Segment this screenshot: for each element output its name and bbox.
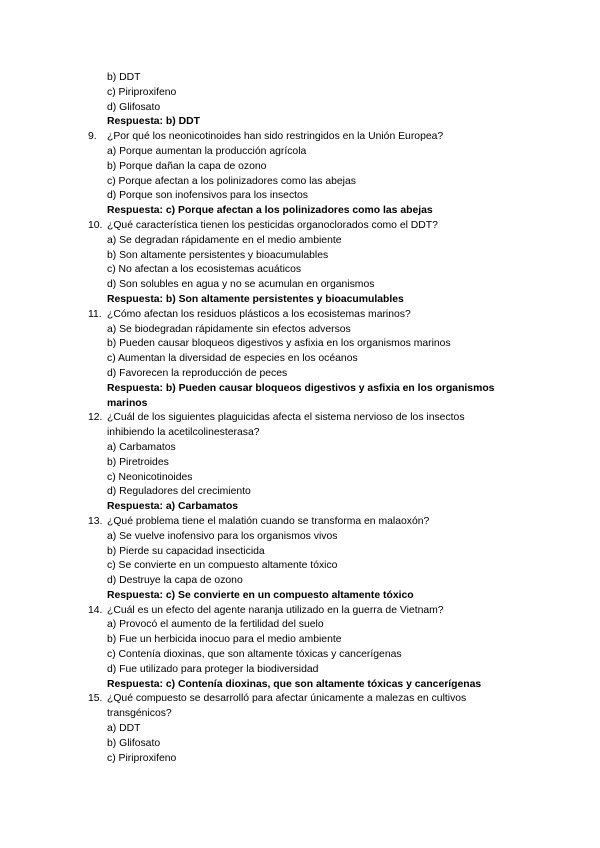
question-text-block — [0, 692, 507, 722]
question-15 — [0, 692, 600, 766]
answer-line: Respuesta: b) Son altamente persistentes y bioacumulables — [107, 293, 404, 305]
question-text-block — [0, 130, 507, 145]
answer-line: Respuesta: c) Contenía dioxinas, que son altamente tóxicas y cancerígenas — [107, 678, 482, 690]
question-number: 12. — [88, 412, 103, 424]
option-b: b) DDT — [107, 72, 141, 83]
question-number: 10. — [88, 219, 103, 231]
question-number: 13. — [88, 515, 103, 527]
option-d: d) Fue utilizado para proteger la biodiversidad — [107, 663, 319, 675]
question-text: ¿Cómo afectan los residuos plásticos a los ecosistemas marinos? — [107, 308, 411, 320]
question-text-block — [0, 219, 507, 234]
option-b: b) Porque dañan la capa de ozono — [107, 160, 267, 172]
question-number: 15. — [88, 693, 103, 705]
question-14 — [0, 604, 600, 693]
option-b: b) Pueden causar bloqueos digestivos y asfixia en los organismos marinos — [107, 338, 451, 350]
option-c: c) Piriproxifeno — [107, 752, 177, 764]
answer-line: Respuesta: b) DDT — [107, 116, 200, 128]
option-c: c) Aumentan la diversidad de especies en los océanos — [107, 353, 358, 365]
option-c: c) No afectan a los ecosistemas acuáticos — [107, 264, 302, 276]
question-8-fragment — [0, 71, 600, 130]
option-c: c) Porque afectan a los polinizadores como las abejas — [107, 175, 356, 187]
option-d: d) Destruye la capa de ozono — [107, 575, 243, 587]
question-number: 11. — [88, 308, 102, 320]
question-text: ¿Qué problema tiene el malatión cuando se transforma en malaoxón? — [107, 515, 430, 527]
option-a: a) DDT — [107, 723, 141, 735]
option-a: a) Porque aumentan la producción agrícola — [107, 145, 307, 157]
answer-line: Respuesta: b) Pueden causar bloqueos digestivos y asfixia en los organismos marinos — [107, 382, 495, 409]
document-page — [0, 71, 600, 766]
question-12 — [0, 411, 600, 515]
question-text: ¿Cuál es un efecto del agente naranja utilizado en la guerra de Vietnam? — [107, 604, 444, 616]
answer-line: Respuesta: c) Se convierte en un compuesto altamente tóxico — [107, 589, 414, 601]
question-text: ¿Qué característica tienen los pesticidas organoclorados como el DDT? — [107, 219, 438, 231]
option-c: c) Se convierte en un compuesto altamente tóxico — [107, 560, 338, 572]
option-b: b) Pierde su capacidad insecticida — [107, 545, 265, 557]
question-number: 14. — [88, 604, 103, 616]
question-text: ¿Cuál de los siguientes plaguicidas afecta el sistema nervioso de los insectos inhibiendo la acetilcolinesterasa? — [107, 412, 465, 439]
question-9 — [0, 130, 600, 219]
question-number: 9. — [88, 131, 97, 143]
question-10 — [0, 219, 600, 308]
question-text: ¿Qué compuesto se desarrolló para afectar únicamente a malezas en cultivos transgénicos? — [107, 693, 467, 720]
option-b: b) Fue un herbicida inocuo para el medio ambiente — [107, 634, 342, 646]
option-c: c) Neonicotinoides — [107, 471, 193, 483]
option-d: d) Son solubles en agua y no se acumulan en organismos — [107, 279, 375, 291]
question-13 — [0, 515, 600, 604]
option-a: a) Carbamatos — [107, 441, 176, 453]
answer-line: Respuesta: c) Porque afectan a los polinizadores como las abejas — [107, 205, 433, 217]
question-text-block — [0, 604, 507, 619]
option-b: b) Glifosato — [107, 737, 161, 749]
option-d: d) Porque son inofensivos para los insectos — [107, 190, 308, 202]
question-text-block — [0, 411, 507, 441]
option-d: d) Reguladores del crecimiento — [107, 486, 251, 498]
option-c: c) Piriproxifeno — [107, 86, 177, 98]
question-11 — [0, 308, 600, 412]
question-text-block — [0, 515, 507, 530]
option-a: a) Se degradan rápidamente en el medio ambiente — [107, 234, 342, 246]
answer-line: Respuesta: a) Carbamatos — [107, 501, 239, 513]
question-text: ¿Por qué los neonicotinoides han sido restringidos en la Unión Europea? — [107, 131, 444, 143]
option-d: d) Glifosato — [107, 101, 161, 113]
option-a: a) Provocó el aumento de la fertilidad del suelo — [107, 619, 324, 631]
option-a: a) Se vuelve inofensivo para los organismos vivos — [107, 530, 338, 542]
option-b: b) Piretroides — [107, 456, 169, 468]
option-d: d) Favorecen la reproducción de peces — [107, 367, 288, 379]
option-b: b) Son altamente persistentes y bioacumulables — [107, 249, 329, 261]
option-c: c) Contenía dioxinas, que son altamente tóxicas y cancerígenas — [107, 649, 402, 661]
question-text-block — [0, 308, 507, 323]
option-a: a) Se biodegradan rápidamente sin efectos adversos — [107, 323, 351, 335]
